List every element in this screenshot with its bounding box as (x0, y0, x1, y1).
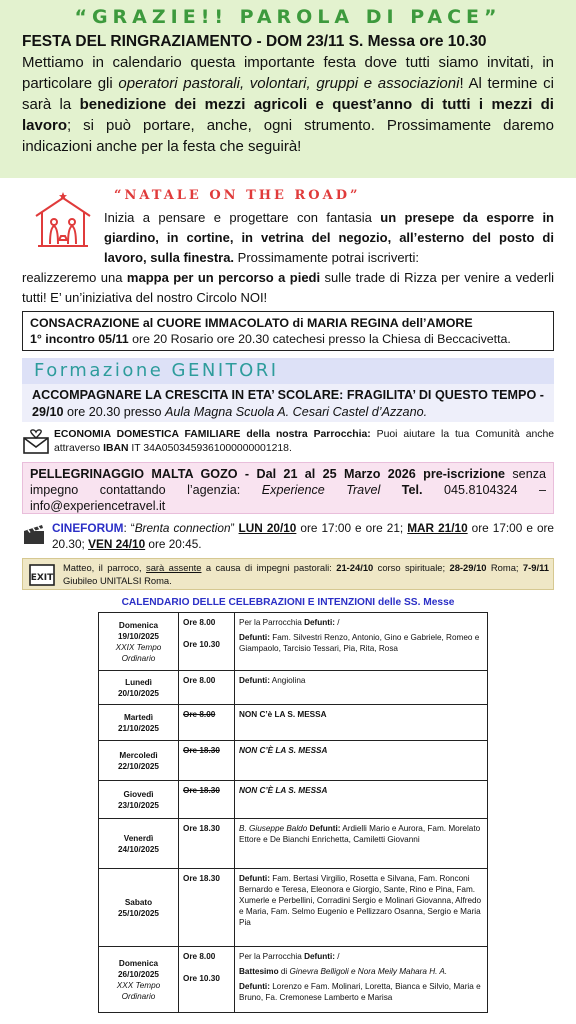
calendar-row (99, 869, 488, 947)
economia-section (22, 428, 554, 458)
envelope-heart-icon (22, 429, 50, 455)
calendar-intentions: Per la Parrocchia Defunti: / Defunti: Fam. Silvestri Renzo, Antonio, Gino e Gabriele, Romeo e Giampaolo, Tarcisio Tessari, Pia, Rita, Rosa (235, 613, 488, 671)
calendar-day: Domenica 19/10/2025 XXIX Tempo Ordinario (99, 613, 179, 671)
calendar-row (99, 947, 488, 1013)
calendar-day: Giovedì 23/10/2025 (99, 781, 179, 819)
calendar-times: Ore 18.30 (179, 781, 235, 819)
calendar-day: Sabato 25/10/2025 (99, 869, 179, 947)
calendar-times: Ore 8.00 Ore 10.30 (179, 947, 235, 1013)
calendar-day: Lunedì 20/10/2025 (99, 671, 179, 705)
calendar-times: Ore 18.30 (179, 741, 235, 781)
cineforum-text: CINEFORUM: “Brenta connection” LUN 20/10 ore 17:00 e ore 21; MAR 21/10 ore 17:00 e ore 20.30; VEN 24/10 ore 20:45. (52, 521, 554, 551)
thanks-paragraph: Mettiamo in calendario questa importante festa dove tutti siamo invitati, in particolare gli operatori pastorali, volontari, gruppi e associazioni! Al termine ci sarà la benedizione dei mezzi agricoli e quest’anno di tutti i mezzi di lavoro; si può portare, anche, ogni strumento. Prossimamente daremo indicazioni anche per la festa che seguirà! (22, 54, 554, 155)
calendar-intentions: NON C’È LA S. MESSA (235, 741, 488, 781)
calendar-row (99, 671, 488, 705)
calendar-intentions: Per la Parrocchia Defunti: / Battesimo di Ginevra Belligoli e Nora Meily Mahara H. A. Defunti: Lorenzo e Fam. Molinari, Loretta, Bianca e Silvio, Maria e Bruno, Fa. Cremonese Lamberto e Marisa (235, 947, 488, 1013)
calendar-intentions: NON C’È LA S. MESSA (235, 781, 488, 819)
svg-text:EXIT: EXIT (30, 573, 54, 583)
calendar-intentions: NON C’è LA S. MESSA (235, 705, 488, 741)
calendar-times: Ore 8.00 Ore 10.30 (179, 613, 235, 671)
consacrazione-title: CONSACRAZIONE al CUORE IMMACOLATO di MARIA REGINA dell’AMORE (30, 316, 473, 330)
calendar-times: Ore 18.30 (179, 869, 235, 947)
calendar-day: Domenica 26/10/2025 XXX Tempo Ordinario (99, 947, 179, 1013)
parroco-notice (22, 558, 554, 590)
calendar-times: Ore 8.00 (179, 705, 235, 741)
calendar-intentions: Defunti: Angiolina (235, 671, 488, 705)
calendar-table (98, 612, 488, 1013)
pellegrinaggio-box: PELLEGRINAGGIO MALTA GOZO - Dal 21 al 25 Marzo 2026 pre-iscrizione senza impegno contattando l’agenzia: Experience Travel Tel. 045.8104324 – info@experiencetravel.it (22, 462, 554, 514)
natale-section (22, 184, 555, 305)
event-subtitle: FESTA DEL RINGRAZIAMENTO - DOM 23/11 S. Messa ore 10.30 (22, 33, 487, 50)
calendar-day: Venerdì 24/10/2025 (99, 819, 179, 869)
calendar-row (99, 705, 488, 741)
calendar-day: Martedì 21/10/2025 (99, 705, 179, 741)
exit-icon (29, 563, 55, 587)
economia-text: ECONOMIA DOMESTICA FAMILIARE della nostra Parrocchia: Puoi aiutare la tua Comunità anche attraverso IBAN IT 34A0503459361000000001218. (54, 429, 554, 454)
calendar-intentions: Defunti: Fam. Bertasi Virgilio, Rosetta e Silvana, Fam. Ronconi Bernardo e Teresa, Eleonora e Giorgio, Sante, Rino e Pina, Fam. Xumerle e Perbellini, Corradini Sergio e Molinari Giovanna, Alfredo e Maria, Fam. Selmo Eugenio e Pellizzaro Osanna, Sergio e Maria Pia (235, 869, 488, 947)
consacrazione-detail: 1° incontro 05/11 ore 20 Rosario ore 20.30 catechesi presso la Chiesa di Beccacivetta. (30, 332, 511, 346)
consacrazione-box (22, 311, 554, 351)
calendar-day: Mercoledì 22/10/2025 (99, 741, 179, 781)
cineforum-section (22, 520, 554, 554)
formazione-body: ACCOMPAGNARE LA CRESCITA IN ETA’ SCOLARE: FRAGILITA’ DI QUESTO TEMPO - 29/10 ore 20.30 presso Aula Magna Scuola A. Cesari Castel d’Azzano. (22, 384, 554, 422)
calendar-title: CALENDARIO DELLE CELEBRAZIONI E INTENZIONI delle SS. Messe (121, 597, 455, 608)
calendar-row (99, 819, 488, 869)
calendar-times: Ore 18.30 (179, 819, 235, 869)
formazione-title: Formazione GENITORI (22, 358, 554, 384)
natale-text: Inizia a pensare e progettare con fantasia un presepe da esporre in giardino, in cortine, in vetrina del negozio, all’esterno del posto di lavoro, sulla finestra. Prossimamente potrai iscriverti: realizzeremo una mappa per un percorso a piedi sulle trade di Rizza per venire a vederli tutti! E’ un’iniziativa del nostro Circolo NOI! (22, 210, 555, 305)
thanksgiving-section (0, 0, 576, 178)
calendar-row (99, 741, 488, 781)
calendar-intentions: B. Giuseppe Baldo Defunti: Ardielli Mario e Aurora, Fam. Morelato Ettore e De Bianchi Enrichetta, Camiletti Giovanni (235, 819, 488, 869)
section-title: “GRAZIE!! PAROLA DI PACE” (74, 6, 502, 28)
natale-title: “NATALE ON THE ROAD” (114, 188, 361, 203)
calendar-row (99, 613, 488, 671)
calendar-times: Ore 8.00 (179, 671, 235, 705)
parroco-text: Matteo, il parroco, sarà assente a causa di impegni pastorali: 21-24/10 corso spirituale; 28-29/10 Roma; 7-9/11 Giubileo UNITALSI Roma. (63, 562, 549, 586)
calendar-row (99, 781, 488, 819)
clapperboard-icon (22, 522, 46, 546)
